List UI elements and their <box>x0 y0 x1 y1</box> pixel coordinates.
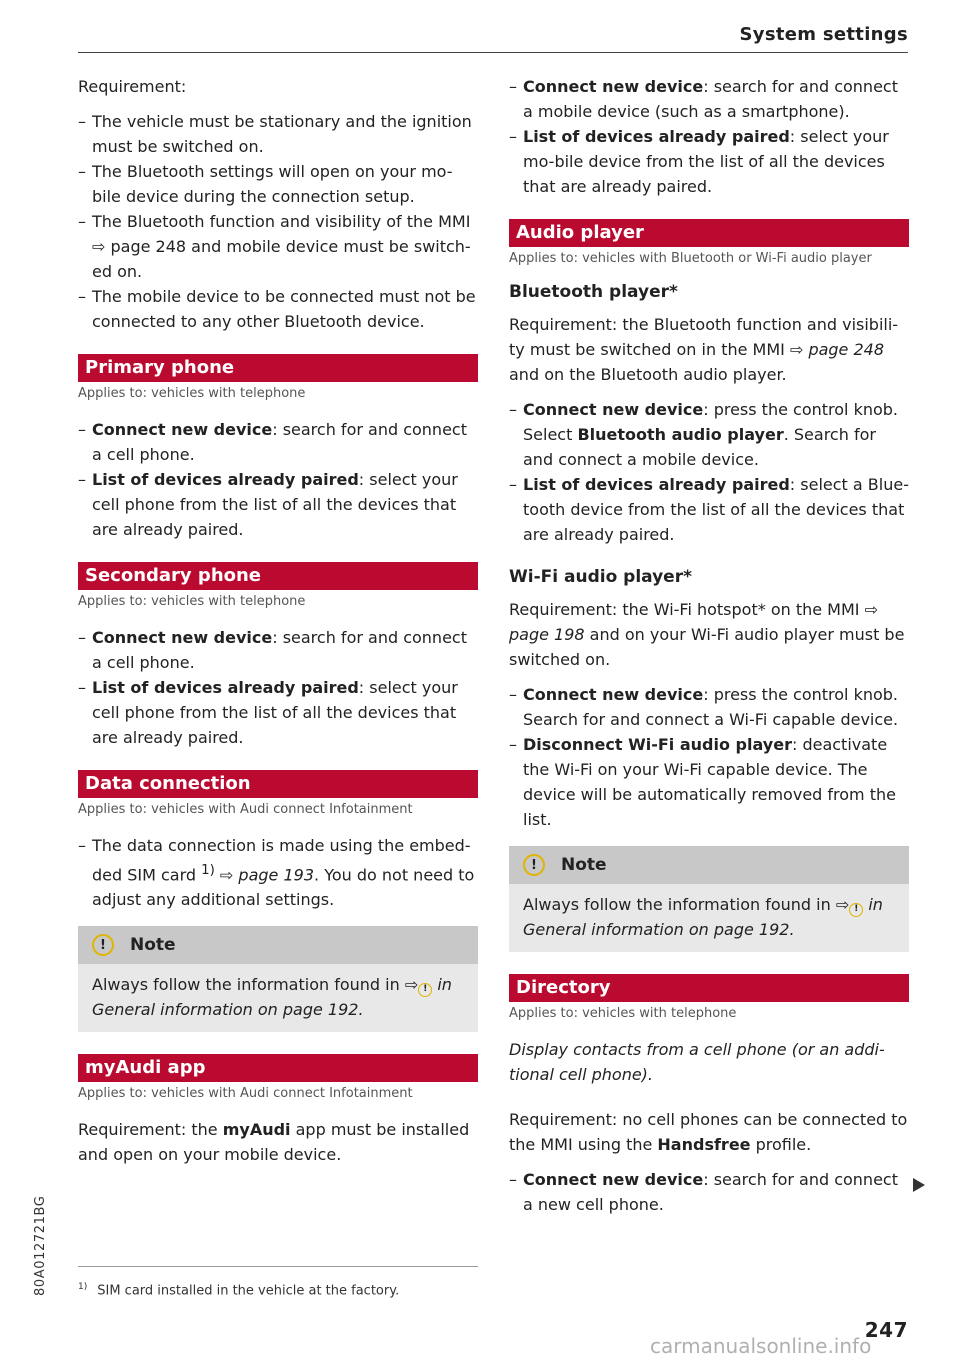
text: Requirement: the <box>78 1120 223 1140</box>
note-body <box>78 964 478 1032</box>
text: . You do not need to adjust any additional settings. <box>92 865 475 910</box>
list-item <box>509 124 909 199</box>
footnote <box>78 1278 399 1300</box>
wifi-list <box>509 682 909 832</box>
term: Connect new device <box>523 1170 704 1189</box>
list-item <box>509 397 909 472</box>
term: Disconnect Wi-Fi audio player <box>523 735 792 754</box>
note-reference[interactable]: in General information on page 192. <box>523 895 883 939</box>
data-connection-list <box>78 833 478 912</box>
note-header <box>78 926 478 964</box>
applies-to: Applies to: vehicles with telephone <box>509 1006 737 1021</box>
text: app must be installed and open on your mobile device. <box>78 1120 470 1165</box>
list-item <box>78 833 478 912</box>
directory-list <box>509 1167 909 1217</box>
section-title-data-connection: Data connection <box>78 770 478 798</box>
text: profile. <box>750 1135 812 1154</box>
applies-to: Applies to: vehicles with Bluetooth or Wi-Fi audio player <box>509 251 872 266</box>
term: List of devices already paired <box>92 470 359 489</box>
section-title-secondary-phone: Secondary phone <box>78 562 478 590</box>
list-item: – The Bluetooth settings will open on your mo-bile device during the connection setup. <box>78 159 478 209</box>
description: : select your cell phone from the list of all the devices that are already paired. <box>92 470 458 539</box>
text: and on the Bluetooth audio player. <box>509 365 787 384</box>
page-reference-link[interactable]: page 198 <box>509 625 585 644</box>
note-header <box>509 846 909 884</box>
list-item: – The vehicle must be stationary and the ignition must be switched on. <box>78 109 478 159</box>
list-item <box>78 625 478 675</box>
description: : press the control knob. Select <box>523 400 899 444</box>
footnote-marker: 1) <box>78 1282 88 1292</box>
description: : press the control knob. Search for and connect a Wi-Fi capable device. <box>523 685 899 729</box>
description: : select your cell phone from the list of all the devices that are already paired. <box>92 678 458 747</box>
applies-to: Applies to: vehicles with Audi connect Infotainment <box>78 802 413 817</box>
term: Connect new device <box>92 420 273 439</box>
term: Connect new device <box>92 628 273 647</box>
description: : search for and connect a cell phone. <box>92 420 467 464</box>
term: myAudi <box>222 1120 291 1140</box>
text: Requirement: the Bluetooth function and visibili-ty must be switched on in the MMI ⇨ <box>509 315 899 359</box>
note-text: Always follow the information found in ⇨ <box>92 975 419 995</box>
list-item <box>78 675 478 750</box>
footnote-text: SIM card installed in the vehicle at the factory. <box>97 1283 400 1299</box>
subheading-wifi-audio-player: Wi-Fi audio player* <box>509 567 692 587</box>
document-code: 80A012721BG <box>33 1195 48 1296</box>
watermark: carmanualsonline.info <box>650 1334 872 1358</box>
list-item <box>509 682 909 732</box>
note-reference[interactable]: in General information on page 192. <box>92 975 452 1020</box>
text: Requirement: the Wi-Fi hotspot* on the MMI ⇨ <box>509 600 878 619</box>
section-title-myaudi-app: myAudi app <box>78 1054 478 1082</box>
requirement-label: Requirement: <box>78 77 187 96</box>
directory-intro: Display contacts from a cell phone (or an addi-tional cell phone). <box>509 1040 885 1084</box>
list-item: – The Bluetooth function and visibility of the MMI ⇨ page 248 and mobile device must be switch-ed on. <box>78 209 478 284</box>
warning-circle-icon: ! <box>523 854 545 876</box>
directory-requirement <box>509 1107 909 1157</box>
list-item <box>509 74 909 124</box>
page-number: 247 <box>864 1318 908 1342</box>
secondary-phone-list <box>78 625 478 750</box>
right-column <box>509 74 909 1217</box>
device-options-list <box>509 74 909 199</box>
note-box <box>509 846 909 952</box>
description: . Search for and connect a mobile device. <box>523 425 876 469</box>
note-label: Note <box>130 935 176 956</box>
section-title-primary-phone: Primary phone <box>78 354 478 382</box>
note-text: Always follow the information found in ⇨ <box>523 895 850 914</box>
description: : deactivate the Wi-Fi on your Wi-Fi capable device. The device will be automatically removed from the list. <box>523 735 896 829</box>
list-item: – The mobile device to be connected must not be connected to any other Bluetooth device. <box>78 284 478 334</box>
bluetooth-list <box>509 397 909 547</box>
wifi-requirement <box>509 597 909 672</box>
note-box <box>78 926 478 1032</box>
page-header-title: System settings <box>739 24 908 45</box>
term: Connect new device <box>523 685 704 704</box>
term: List of devices already paired <box>92 678 359 697</box>
note-body <box>509 884 909 952</box>
applies-to: Applies to: vehicles with telephone <box>78 594 306 609</box>
applies-to: Applies to: vehicles with telephone <box>78 386 306 401</box>
description: : select a Blue-tooth device from the list of all the devices that are already paired. <box>523 475 909 544</box>
myaudi-requirement <box>78 1117 478 1167</box>
text: Requirement: no cell phones can be connected to the MMI using the <box>509 1110 908 1154</box>
term: Bluetooth audio player <box>577 425 784 444</box>
description: : search for and connect a mobile device (such as a smartphone). <box>523 77 898 121</box>
description: : search for and connect a new cell phone. <box>523 1170 898 1214</box>
term: Connect new device <box>523 400 704 419</box>
note-label: Note <box>561 855 607 875</box>
term: Handsfree <box>657 1135 751 1154</box>
section-title-directory: Directory <box>509 974 909 1002</box>
list-item <box>509 732 909 832</box>
warning-circle-icon: ! <box>92 934 114 956</box>
primary-phone-list <box>78 417 478 542</box>
warning-circle-icon: ! <box>849 903 863 917</box>
footnote-rule <box>78 1266 478 1267</box>
footnote-marker: 1) <box>201 863 215 878</box>
header-rule <box>78 52 908 53</box>
subheading-bluetooth-player: Bluetooth player* <box>509 282 678 302</box>
requirement-list <box>78 109 478 334</box>
page-reference-link[interactable]: ⇨ page 193 <box>214 865 315 885</box>
description: : select your mo-bile device from the list of all the devices that are already paired. <box>523 127 889 196</box>
list-item <box>78 417 478 467</box>
term: List of devices already paired <box>523 475 790 494</box>
list-item <box>509 472 909 547</box>
term: List of devices already paired <box>523 127 790 146</box>
text: and on your Wi-Fi audio player must be switched on. <box>509 625 905 669</box>
left-column <box>78 74 478 1167</box>
term: Connect new device <box>523 77 704 96</box>
applies-to: Applies to: vehicles with Audi connect Infotainment <box>78 1086 413 1102</box>
description: : search for and connect a cell phone. <box>92 628 467 672</box>
list-item <box>78 467 478 542</box>
page-reference-link[interactable]: page 248 <box>808 340 885 359</box>
continue-arrow-icon <box>913 1178 925 1192</box>
list-item <box>509 1167 909 1217</box>
text: The data connection is made using the embed-ded SIM card <box>92 836 471 885</box>
warning-circle-icon: ! <box>418 983 432 997</box>
section-title-audio-player: Audio player <box>509 219 909 247</box>
bluetooth-requirement <box>509 312 909 387</box>
